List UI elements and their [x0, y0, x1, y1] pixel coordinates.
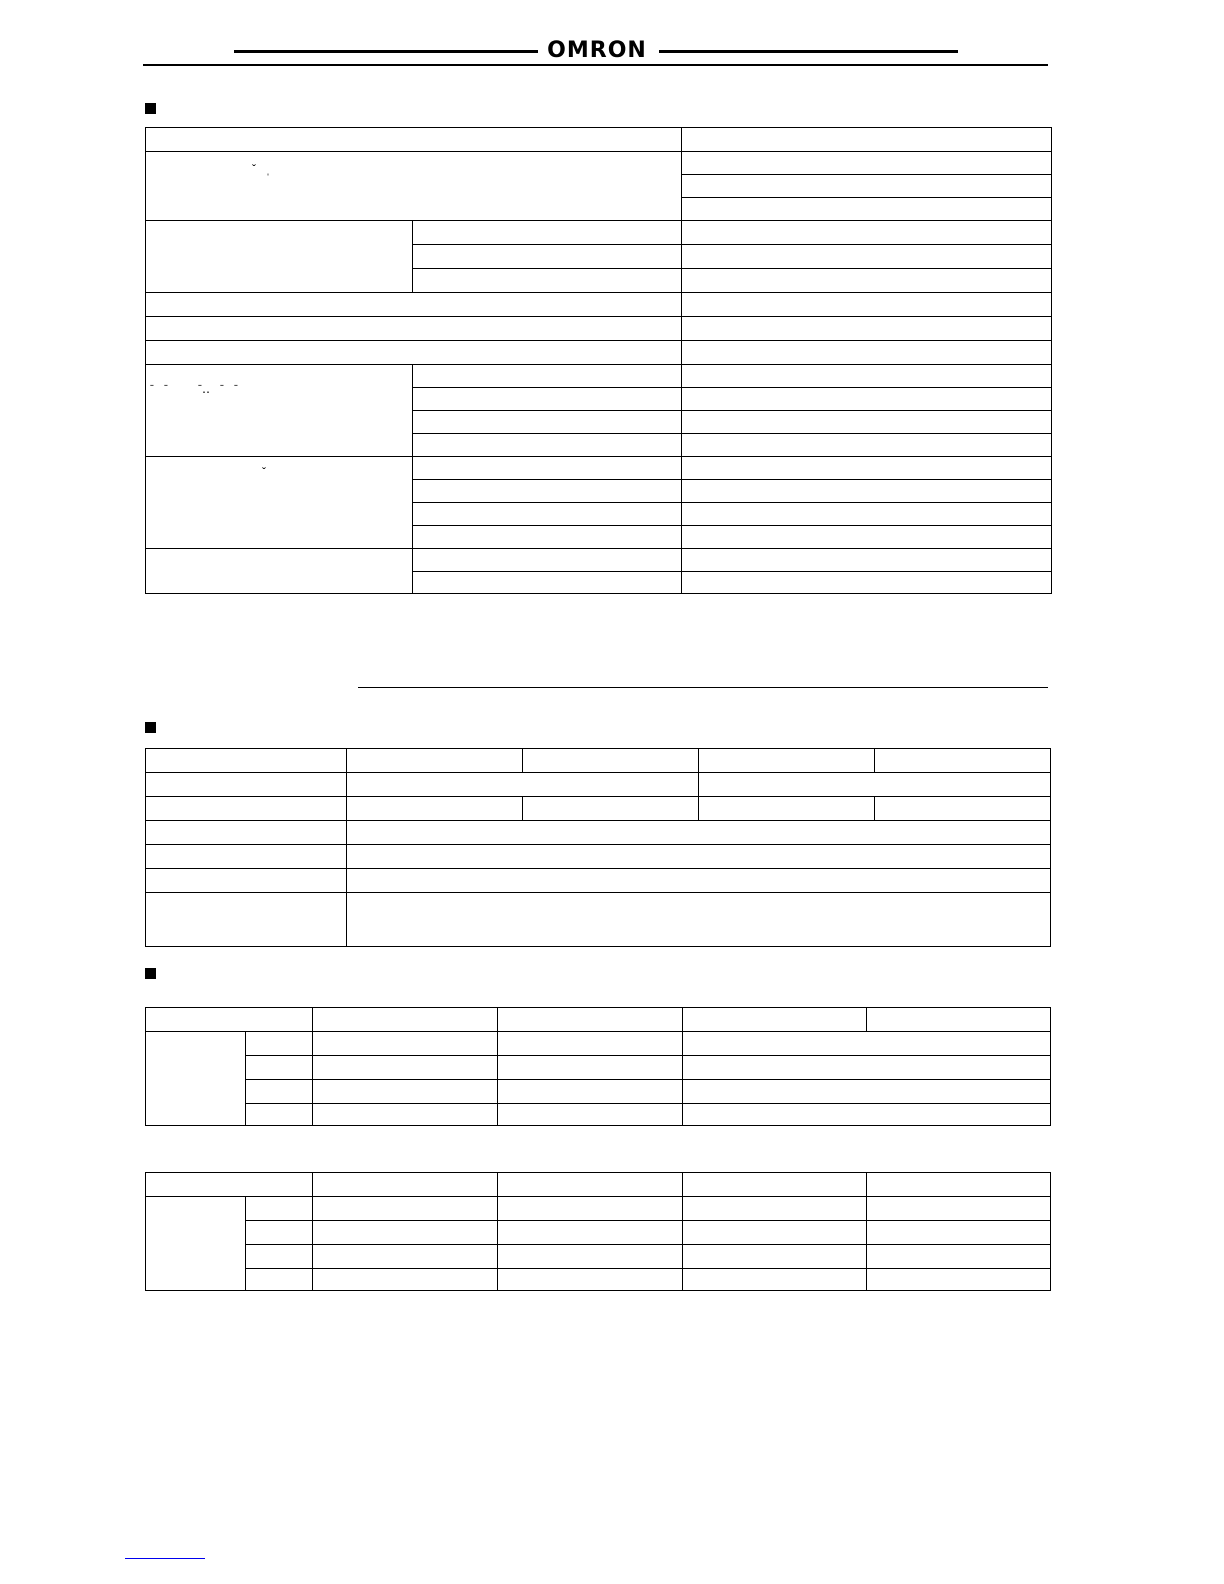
- table-cell: [246, 1221, 313, 1245]
- section-divider: [358, 687, 1048, 688]
- table-cell: [683, 1197, 867, 1221]
- table-cell: [413, 245, 682, 269]
- table-cell: [498, 1104, 683, 1126]
- specs-table: [145, 127, 1052, 594]
- table-cell: [498, 1173, 683, 1197]
- table-cell: [683, 1008, 867, 1032]
- table-cell: [246, 1080, 313, 1104]
- table-cell: [146, 1197, 246, 1291]
- table-cell: [246, 1032, 313, 1056]
- table-cell: [523, 797, 699, 821]
- table-cell: [682, 245, 1052, 269]
- table-cell: [683, 1080, 1051, 1104]
- table-cell: [875, 797, 1051, 821]
- table-cell: [683, 1173, 867, 1197]
- table-cell: [146, 549, 413, 594]
- table-cell: [146, 341, 682, 365]
- table-cell: [682, 341, 1052, 365]
- section-bullet-icon: [145, 722, 156, 733]
- brand-logo: OMRON: [547, 38, 647, 63]
- table-cell: [313, 1197, 498, 1221]
- table-cell: [347, 893, 1051, 947]
- table-cell: [682, 572, 1052, 594]
- table-cell: [683, 1104, 1051, 1126]
- table-cell: [682, 152, 1052, 175]
- table-cell: [347, 773, 699, 797]
- table-cell: [867, 1269, 1051, 1291]
- table-cell: [683, 1032, 1051, 1056]
- table-cell: [683, 1221, 867, 1245]
- table-cell: [146, 128, 682, 152]
- table-cell: [523, 749, 699, 773]
- section-bullet-icon: [145, 103, 156, 114]
- table-cell: [683, 1245, 867, 1269]
- table-cell: [413, 526, 682, 549]
- table-cell: [413, 221, 682, 245]
- table-cell: [347, 749, 523, 773]
- table-cell: [682, 480, 1052, 503]
- table-cell: [146, 1008, 313, 1032]
- table-cell: [867, 1221, 1051, 1245]
- table-cell: [682, 549, 1052, 572]
- table-cell: [146, 845, 347, 869]
- table-cell: [682, 128, 1052, 152]
- table-cell: [413, 365, 682, 388]
- table-cell: [246, 1245, 313, 1269]
- table-cell: [867, 1008, 1051, 1032]
- table-cell: [682, 198, 1052, 221]
- table-cell: [498, 1269, 683, 1291]
- table-cell: [682, 526, 1052, 549]
- table-cell: [146, 365, 413, 457]
- header-rule-left: [234, 50, 538, 53]
- table-cell: [498, 1197, 683, 1221]
- table-cell: [682, 175, 1052, 198]
- text-fragment: ˇ: [262, 465, 266, 479]
- table-cell: [413, 269, 682, 293]
- table-cell: [146, 773, 347, 797]
- table-cell: [682, 434, 1052, 457]
- table-cell: [246, 1197, 313, 1221]
- table-cell: [682, 457, 1052, 480]
- table-cell: [313, 1080, 498, 1104]
- table-cell: [313, 1056, 498, 1080]
- table-cell: [875, 749, 1051, 773]
- table-cell: [313, 1221, 498, 1245]
- page-top-rule: [143, 64, 1048, 66]
- table-cell: [699, 749, 875, 773]
- table-cell: [682, 365, 1052, 388]
- table-cell: [699, 797, 875, 821]
- table-cell: [146, 749, 347, 773]
- table-cell: [699, 773, 1051, 797]
- table-cell: [413, 572, 682, 594]
- table-cell: [413, 388, 682, 411]
- table-cell: [682, 503, 1052, 526]
- table-cell: [313, 1245, 498, 1269]
- table-cell: [146, 293, 682, 317]
- table-cell: [498, 1032, 683, 1056]
- table-cell: [246, 1056, 313, 1080]
- table-cell: [682, 317, 1052, 341]
- table-cell: [498, 1080, 683, 1104]
- table-cell: [413, 549, 682, 572]
- table-cell: [347, 821, 1051, 845]
- table-cell: [413, 457, 682, 480]
- table-cell: [146, 1032, 246, 1126]
- table-cell: [682, 388, 1052, 411]
- table-cell: [498, 1245, 683, 1269]
- table-cell: [682, 221, 1052, 245]
- table-cell: [682, 269, 1052, 293]
- table-cell: [867, 1197, 1051, 1221]
- table-cell: [347, 797, 523, 821]
- table-cell: [683, 1056, 1051, 1080]
- text-fragment: ˇ ˌ: [252, 162, 270, 176]
- table-cell: [246, 1104, 313, 1126]
- table-cell: [413, 434, 682, 457]
- table-cell: [347, 869, 1051, 893]
- table-cell: [313, 1032, 498, 1056]
- table-cell: [682, 411, 1052, 434]
- table-cell: [867, 1245, 1051, 1269]
- table-cell: [313, 1104, 498, 1126]
- table-cell: [413, 503, 682, 526]
- specs-table: [145, 748, 1051, 947]
- table-cell: [146, 152, 682, 221]
- table-cell: [498, 1056, 683, 1080]
- table-cell: [313, 1173, 498, 1197]
- table-cell: [146, 797, 347, 821]
- table-cell: [146, 457, 413, 549]
- table-cell: [413, 480, 682, 503]
- specs-table: [145, 1172, 1051, 1291]
- specs-table: [145, 1007, 1051, 1126]
- table-cell: [313, 1008, 498, 1032]
- table-cell: [498, 1221, 683, 1245]
- text-fragment: ˉ ˉ ˉ‥ ˉ ˉ: [150, 382, 239, 396]
- table-cell: [867, 1173, 1051, 1197]
- table-cell: [683, 1269, 867, 1291]
- section-bullet-icon: [145, 968, 156, 979]
- table-cell: [413, 411, 682, 434]
- table-cell: [146, 893, 347, 947]
- table-cell: [146, 869, 347, 893]
- table-cell: [146, 1173, 313, 1197]
- table-cell: [682, 293, 1052, 317]
- table-cell: [498, 1008, 683, 1032]
- footer-link-underline[interactable]: [125, 1558, 205, 1559]
- table-cell: [313, 1269, 498, 1291]
- header-rule-right: [659, 50, 958, 53]
- table-cell: [146, 317, 682, 341]
- table-cell: [347, 845, 1051, 869]
- table-cell: [146, 221, 413, 293]
- table-cell: [246, 1269, 313, 1291]
- table-cell: [146, 821, 347, 845]
